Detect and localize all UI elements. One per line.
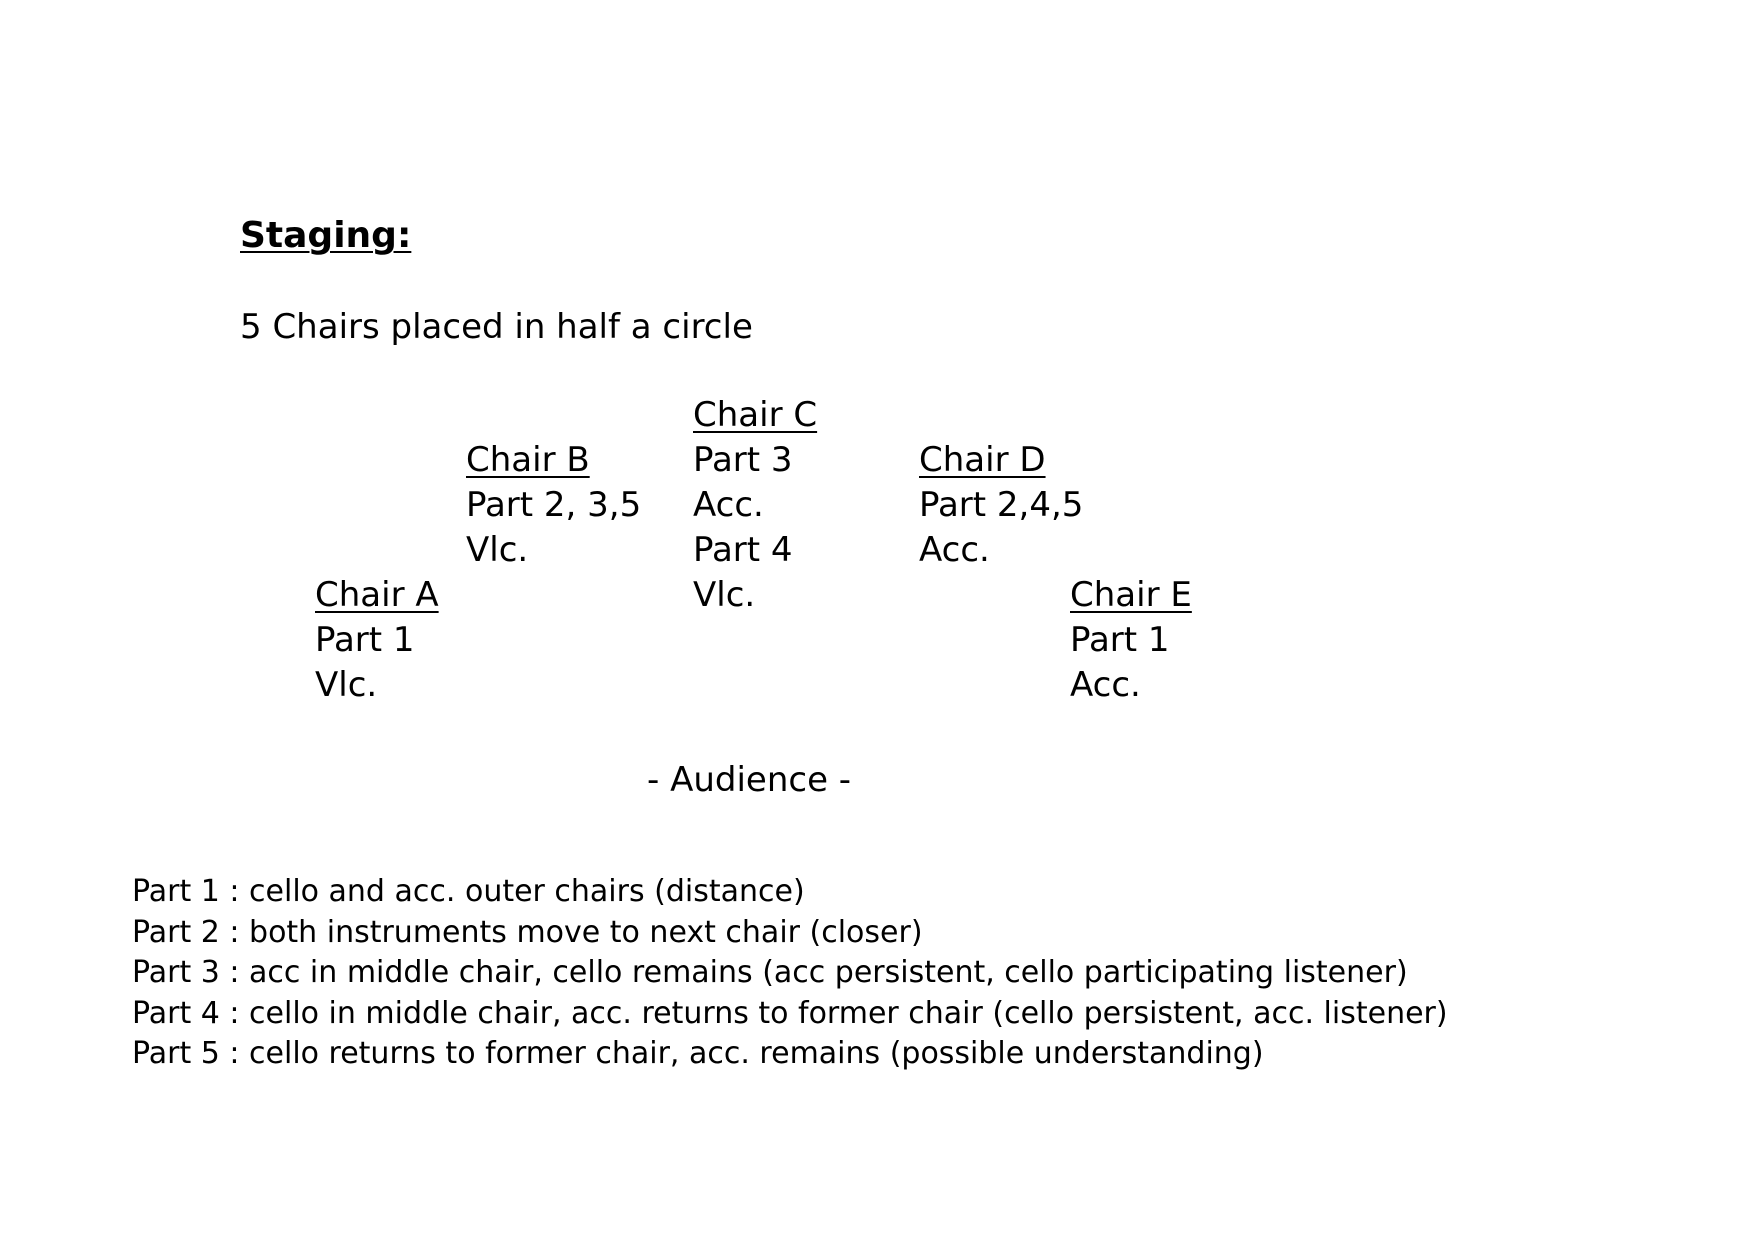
chair-c-instrument-second: Vlc. [693, 575, 756, 615]
chair-e-instrument: Acc. [1070, 665, 1141, 705]
chair-b-block [466, 438, 641, 573]
chair-c-name: Chair C [693, 395, 818, 435]
chair-b-part: Part 2, 3,5 [466, 485, 642, 525]
intro-text: 5 Chairs placed in half a circle [240, 307, 753, 347]
chair-e-part: Part 1 [1070, 620, 1170, 660]
part-note-2: Part 2 : both instruments move to next chair (closer) [132, 914, 923, 950]
parts-list [132, 872, 1448, 1075]
chair-c-block [693, 393, 817, 618]
chair-a-part: Part 1 [315, 620, 415, 660]
chair-a-block [315, 573, 439, 708]
part-note-3: Part 3 : acc in middle chair, cello remains (acc persistent, cello participating listener) [132, 955, 1408, 990]
chair-c-part-second: Part 4 [693, 530, 793, 570]
chair-b-name: Chair B [466, 440, 590, 480]
staging-heading: Staging: [240, 215, 412, 256]
chair-d-part: Part 2,4,5 [919, 485, 1084, 525]
part-note-1: Part 1 : cello and acc. outer chairs (distance) [132, 874, 805, 909]
chair-d-instrument: Acc. [919, 530, 990, 570]
part-note-4: Part 4 : cello in middle chair, acc. returns to former chair (cello persistent, acc. listener) [132, 995, 1448, 1031]
chair-d-block [919, 438, 1083, 573]
chair-d-name: Chair D [919, 440, 1046, 480]
chair-e-block [1070, 573, 1192, 708]
part-note-5: Part 5 : cello returns to former chair, acc. remains (possible understanding) [132, 1036, 1264, 1071]
chair-a-name: Chair A [315, 575, 439, 615]
chair-c-instrument-first: Acc. [693, 485, 764, 525]
audience-label: - Audience - [647, 760, 852, 800]
chair-a-instrument: Vlc. [315, 665, 378, 705]
chair-e-name: Chair E [1070, 575, 1192, 615]
chair-b-instrument: Vlc. [466, 530, 529, 570]
chair-c-part-first: Part 3 [693, 440, 793, 480]
